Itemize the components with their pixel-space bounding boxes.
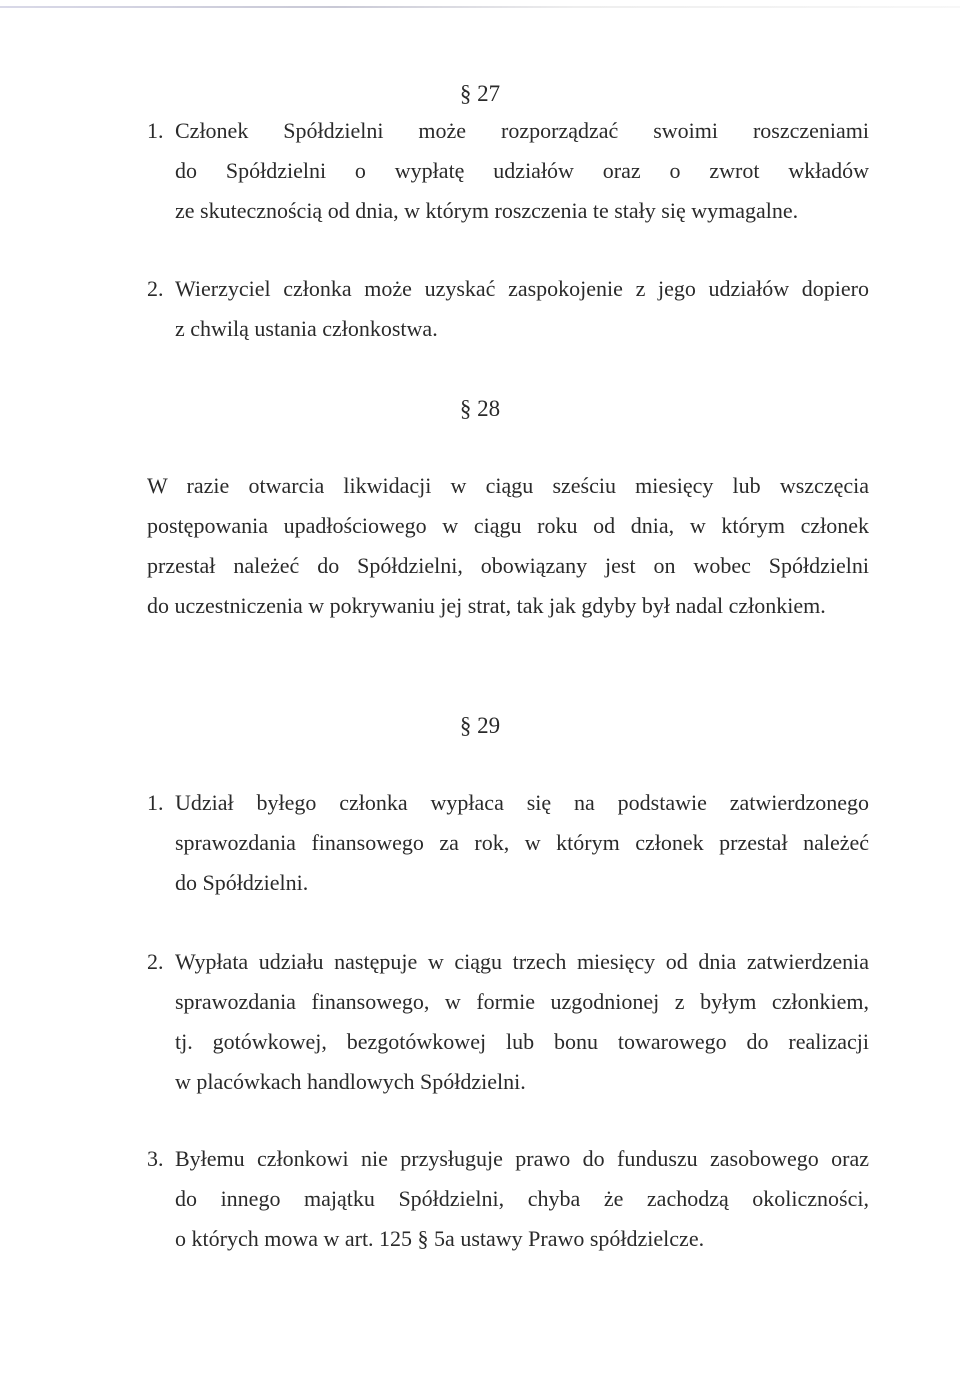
paragraph-line: postępowania upadłościowego w ciągu roku od dnia, w którym członek [147, 513, 869, 538]
item-line: sprawozdania finansowego za rok, w którym członek przestał należeć [175, 830, 869, 855]
item-line: Udział byłego członka wypłaca się na podstawie zatwierdzonego [175, 790, 869, 815]
item-line: w placówkach handlowych Spółdzielni. [175, 1069, 526, 1094]
section-28-paragraph [147, 473, 869, 623]
section-29-item-3 [147, 1146, 869, 1256]
section-heading-29: § 29 [459, 713, 501, 738]
paragraph-line: W razie otwarcia likwidacji w ciągu sześciu miesięcy lub wszczęcia [147, 473, 869, 498]
paragraph-line: przestał należeć do Spółdzielni, obowiązany jest on wobec Spółdzielni [147, 553, 869, 578]
section-29-item-1 [147, 790, 869, 900]
item-number: 1. [147, 118, 164, 143]
item-line: ze skutecznością od dnia, w którym roszczenia te stały się wymagalne. [175, 198, 799, 223]
item-line: sprawozdania finansowego, w formie uzgodnionej z byłym członkiem, [175, 989, 869, 1014]
item-number: 1. [147, 790, 164, 815]
item-number: 2. [147, 276, 164, 301]
paragraph-line: do uczestniczenia w pokrywaniu jej strat, tak jak gdyby był nadal członkiem. [147, 593, 826, 618]
section-heading-28: § 28 [459, 396, 501, 421]
item-line: do innego majątku Spółdzielni, chyba że zachodzą okoliczności, [175, 1186, 869, 1211]
item-line: do Spółdzielni. [175, 870, 309, 895]
item-line: do Spółdzielni o wypłatę udziałów oraz o zwrot wkładów [175, 158, 869, 183]
item-line: z chwilą ustania członkostwa. [175, 316, 438, 341]
item-line: Wierzyciel członka może uzyskać zaspokojenie z jego udziałów dopiero [175, 276, 869, 301]
item-line: o których mowa w art. 125 § 5a ustawy Prawo spółdzielcze. [175, 1226, 705, 1251]
section-29-item-2 [147, 949, 869, 1099]
item-line: Byłemu członkowi nie przysługuje prawo do funduszu zasobowego oraz [175, 1146, 869, 1171]
item-line: Członek Spółdzielni może rozporządzać swoimi roszczeniami [175, 118, 869, 143]
scan-edge [0, 6, 960, 8]
section-heading-27: § 27 [459, 81, 501, 106]
section-27-item-1 [147, 118, 869, 228]
item-number: 3. [147, 1146, 164, 1171]
item-number: 2. [147, 949, 164, 974]
item-line: tj. gotówkowej, bezgotówkowej lub bonu towarowego do realizacji [175, 1029, 869, 1054]
item-line: Wypłata udziału następuje w ciągu trzech miesięcy od dnia zatwierdzenia [175, 949, 869, 974]
section-27-item-2 [147, 276, 869, 346]
